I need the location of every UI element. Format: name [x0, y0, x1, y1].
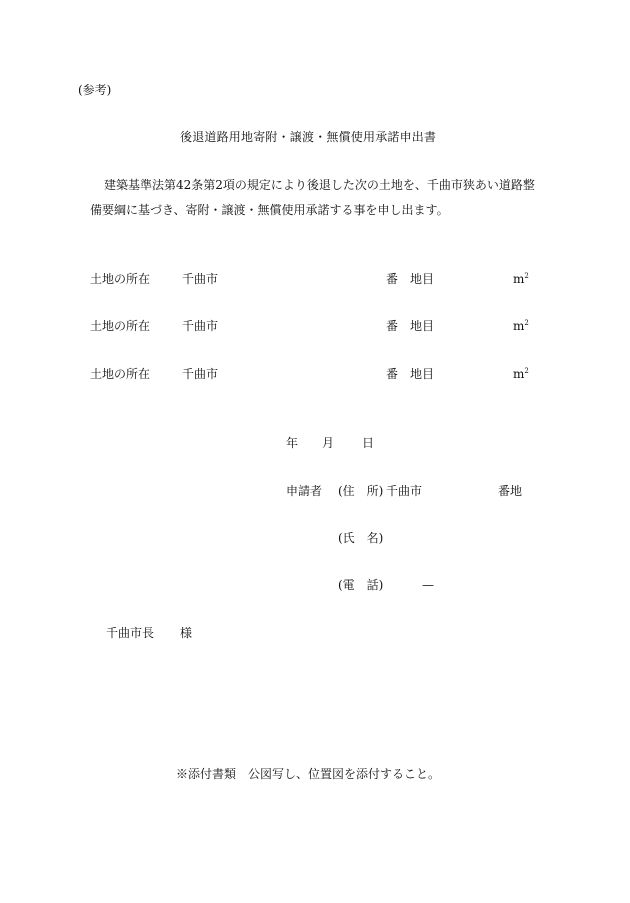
land-city: 千曲市 — [182, 319, 219, 333]
land-city: 千曲市 — [182, 272, 219, 286]
land-location-label: 土地の所在 — [90, 272, 151, 286]
land-location-label: 土地の所在 — [90, 319, 151, 333]
addressee-honorific: 様 — [180, 626, 193, 640]
land-ban: 番 — [386, 319, 399, 333]
land-category-label: 地目 — [410, 319, 435, 333]
body-paragraph-line2: 備要綱に基づき、寄附・譲渡・無償使用承諾する事を申し出ます。 — [90, 203, 449, 217]
name-label: (氏 名) — [338, 531, 384, 545]
attachment-note: ※添付書類 公図写し、位置図を添付すること。 — [176, 767, 441, 781]
land-row — [0, 320, 630, 334]
reference-label: (参考) — [78, 83, 112, 97]
land-category-label: 地目 — [410, 272, 435, 286]
land-ban: 番 — [386, 367, 399, 381]
area-unit: $m^2$ — [513, 319, 529, 333]
addressee-name: 千曲市長 — [106, 626, 155, 640]
date-day-label: 日 — [362, 436, 375, 450]
body-paragraph-line1: 建築基準法第42条第2項の規定により後退した次の土地を、千曲市狭あい道路整 — [104, 178, 535, 192]
applicant-label: 申請者 — [286, 484, 323, 498]
telephone-label: (電 話) — [338, 578, 384, 592]
land-row — [0, 368, 630, 382]
area-unit: $m^2$ — [513, 367, 529, 381]
land-location-label: 土地の所在 — [90, 367, 151, 381]
land-ban: 番 — [386, 272, 399, 286]
date-month-label: 月 — [322, 436, 335, 450]
telephone-dash: — — [422, 578, 434, 592]
address-banchi: 番地 — [498, 484, 523, 498]
document-title: 後退道路用地寄附・譲渡・無償使用承諾申出書 — [180, 130, 437, 144]
address-label: (住 所) — [338, 484, 384, 498]
address-city: 千曲市 — [386, 484, 423, 498]
area-unit: $m^2$ — [513, 272, 529, 286]
land-row — [0, 273, 630, 287]
date-year-label: 年 — [286, 436, 299, 450]
land-category-label: 地目 — [410, 367, 435, 381]
land-city: 千曲市 — [182, 367, 219, 381]
